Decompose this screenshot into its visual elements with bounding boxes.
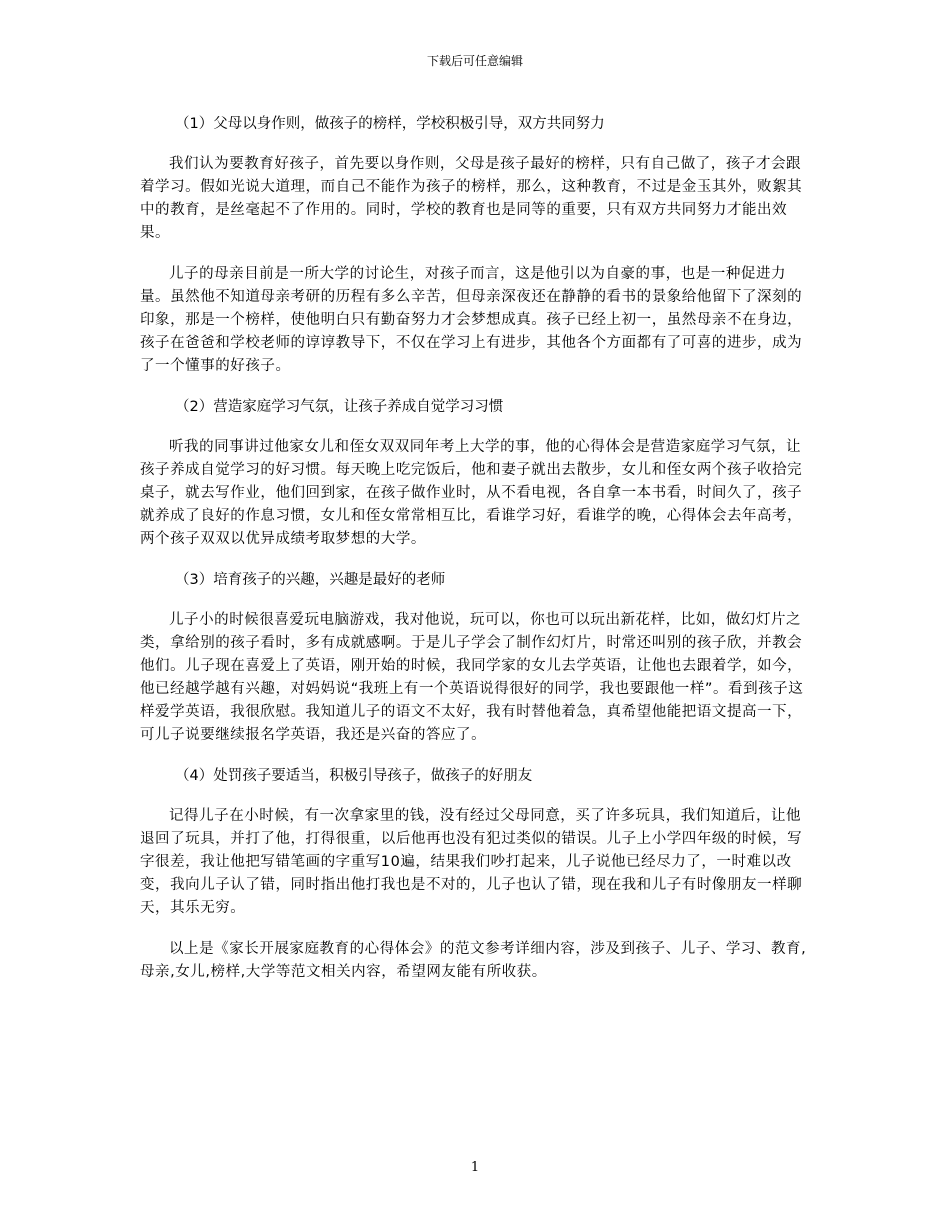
paragraph: 听我的同事讲过他家女儿和侄女双双同年考上大学的事，他的心得体会是营造家庭学习气氛，让孩子养成自觉学习的好习惯。每天晚上吃完饭后，他和妻子就出去散步，女儿和侄女两个孩子收拾完桌子，就去写作业，他们回到家，在孩子做作业时，从不看电视，各自拿一本书看，时间久了，孩子就养成了良好的作息习惯，女儿和侄女常常相互比，看谁学习好，看谁学的晚，心得体会去年高考，两个孩子双双以优异成绩考取梦想的大学。 [140, 439, 803, 547]
paragraph: 我们认为要教育好孩子，首先要以身作则，父母是孩子最好的榜样，只有自己做了，孩子才会跟着学习。假如光说大道理，而自己不能作为孩子的榜样，那么，这种教育，不过是金玉其外，败絮其中的教育，是丝毫起不了作用的。同时，学校的教育也是同等的重要，只有双方共同努力才能出效果。 [140, 156, 803, 241]
section-heading-2: （2）营造家庭学习气氛，让孩子养成自觉学习习惯 [175, 399, 504, 415]
section-heading-3: （3）培育孩子的兴趣，兴趣是最好的老师 [175, 572, 446, 588]
paragraph: 记得儿子在小时候，有一次拿家里的钱，没有经过父母同意，买了许多玩具，我们知道后，让他退回了玩具，并打了他，打得很重，以后他再也没有犯过类似的错误。儿子上小学四年级的时候，写字很差，我让他把写错笔画的字重写10遍，结果我们吵打起来，儿子说他已经尽力了，一时难以改变，我向儿子认了错，同时指出他打我也是不对的，儿子也认了错，现在我和儿子有时像朋友一样聊天，其乐无穷。 [140, 808, 803, 916]
paragraph: 儿子的母亲目前是一所大学的讨论生，对孩子而言，这是他引以为自豪的事，也是一种促进力量。虽然他不知道母亲考研的历程有多么辛苦，但母亲深夜还在静静的看书的景象给他留下了深刻的印象，那是一个榜样，使他明白只有勤奋努力才会梦想成真。孩子已经上初一，虽然母亲不在身边，孩子在爸爸和学校老师的谆谆教导下，不仅在学习上有进步，其他各个方面都有了可喜的进步，成为了一个懂事的好孩子。 [140, 266, 803, 374]
section-heading-1: （1）父母以身作则，做孩子的榜样，学校积极引导，双方共同努力 [175, 116, 605, 132]
page-header: 下载后可任意编辑 [426, 54, 523, 68]
closing-paragraph: 以上是《家长开展家庭教育的心得体会》的范文参考详细内容，涉及到孩子、儿子、学习、教育,母亲,女儿,榜样,大学等范文相关内容，希望网友能有所收获。 [140, 941, 807, 980]
section-heading-4: （4）处罚孩子要适当，积极引导孩子，做孩子的好朋友 [175, 768, 533, 784]
page-number: 1 [470, 1160, 480, 1175]
paragraph: 儿子小的时候很喜爱玩电脑游戏，我对他说，玩可以，你也可以玩出新花样，比如，做幻灯片之类，拿给别的孩子看时，多有成就感啊。于是儿子学会了制作幻灯片，时常还叫别的孩子欣，并教会他们。儿子现在喜爱上了英语，刚开始的时候，我同学家的女儿去学英语，让他也去跟着学，如今，他已经越学越有兴趣，对妈妈说“我班上有一个英语说得很好的同学，我也要跟他一样”。看到孩子这样爱学英语，我很欣慰。我知道儿子的语文不太好，我有时替他着急，真希望他能把语文提高一下，可儿子说要继续报名学英语，我还是兴奋的答应了。 [140, 612, 804, 743]
document-body [140, 113, 812, 1002]
